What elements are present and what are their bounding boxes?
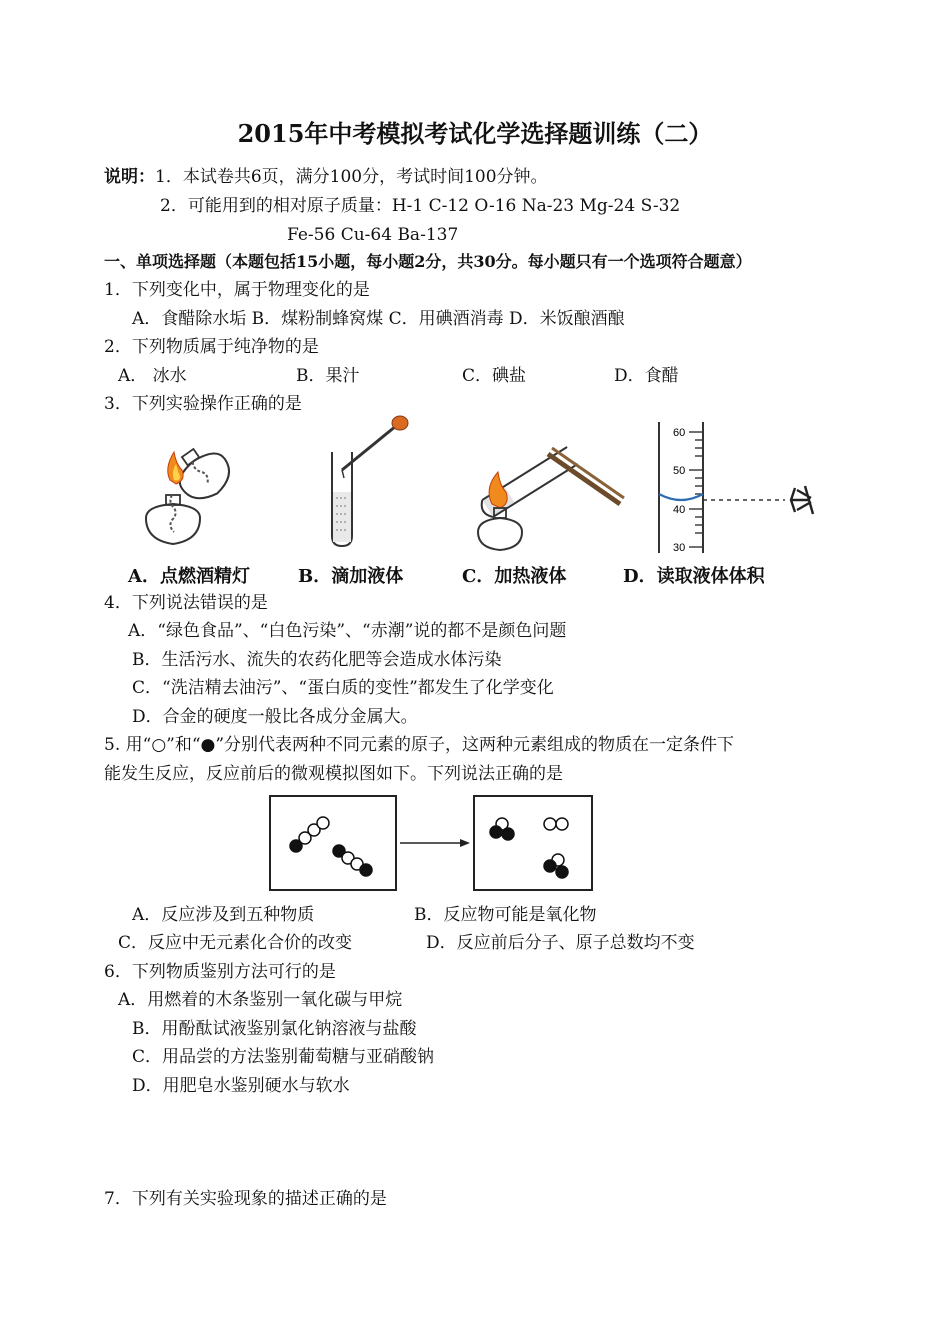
graduated-cylinder-reading-illustration: [645, 420, 825, 555]
dropper-test-tube-illustration: [318, 412, 418, 552]
q5-option-c: C．反应中无元素化合价的改变: [118, 933, 353, 953]
q3-caption-b: B．滴加液体: [298, 566, 404, 587]
q2-stem: 2．下列物质属于纯净物的是: [104, 337, 319, 357]
q4-option-b: B．生活污水、流失的农药化肥等会造成水体污染: [132, 650, 502, 670]
section-heading: 一、单项选择题（本题包括15小题，每小题2分，共30分。每小题只有一个选项符合题意）: [104, 252, 752, 271]
q6-option-d: D．用肥皂水鉴别硬水与软水: [132, 1076, 350, 1096]
q3-caption-a: A．点燃酒精灯: [128, 566, 250, 587]
reaction-model-diagram: [268, 794, 598, 894]
notes-line-1: [104, 166, 548, 188]
q4-option-c: C．“洗洁精去油污”、“蛋白质的变性”都发生了化学变化: [132, 678, 554, 698]
q5-option-b: B．反应物可能是氧化物: [414, 905, 597, 925]
q3-caption-c: C．加热液体: [462, 566, 567, 587]
q3-stem: 3．下列实验操作正确的是: [104, 394, 302, 414]
note-1: 1．本试卷共6页，满分100分，考试时间100分钟。: [155, 167, 548, 187]
cylinder-tick-50: 50: [673, 465, 686, 477]
q2-option-c: C．碘盐: [462, 366, 527, 386]
q4-stem: 4．下列说法错误的是: [104, 593, 268, 613]
notes-label: 说明：: [104, 167, 155, 187]
q6-stem: 6．下列物质鉴别方法可行的是: [104, 962, 336, 982]
note-2: 2．可能用到的相对原子质量：H-1 C-12 O-16 Na-23 Mg-24 S-32: [160, 196, 681, 216]
q5-stem-line-2: 能发生反应，反应前后的微观模拟图如下。下列说法正确的是: [104, 764, 563, 784]
cylinder-tick-60: 60: [673, 427, 686, 439]
q5-stem-line-1: 5. 用“○”和“●”分别代表两种不同元素的原子，这两种元素组成的物质在一定条件下: [104, 735, 735, 755]
alcohol-lamp-lighting-illustration: [128, 440, 248, 555]
q2-option-a: A． 冰水: [118, 366, 187, 386]
q1-stem: 1．下列变化中，属于物理变化的是: [104, 280, 370, 300]
q2-option-b: B．果汁: [296, 366, 360, 386]
q7-stem: 7．下列有关实验现象的描述正确的是: [104, 1189, 387, 1209]
q4-option-d: D．合金的硬度一般比各成分金属大。: [132, 707, 418, 727]
cylinder-tick-30: 30: [673, 542, 686, 554]
q3-caption-d: D．读取液体体积: [623, 566, 765, 587]
page-title: 2015年中考模拟考试化学选择题训练（二）: [237, 119, 713, 148]
q6-option-a: A．用燃着的木条鉴别一氧化碳与甲烷: [118, 990, 403, 1010]
heating-liquid-illustration: [470, 432, 630, 557]
q5-option-d: D．反应前后分子、原子总数均不变: [426, 933, 695, 953]
q6-option-c: C．用品尝的方法鉴别葡萄糖与亚硝酸钠: [132, 1047, 435, 1067]
note-3: Fe-56 Cu-64 Ba-137: [287, 225, 459, 245]
q6-option-b: B．用酚酞试液鉴别氯化钠溶液与盐酸: [132, 1019, 417, 1039]
q4-option-a: A．“绿色食品”、“白色污染”、“赤潮”说的都不是颜色问题: [128, 621, 567, 641]
cylinder-tick-40: 40: [673, 504, 686, 516]
q1-options: A．食醋除水垢 B．煤粉制蜂窝煤 C．用碘酒消毒 D．米饭酿酒酿: [132, 309, 625, 329]
q2-option-d: D．食醋: [614, 366, 679, 386]
q5-option-a: A．反应涉及到五种物质: [132, 905, 315, 925]
